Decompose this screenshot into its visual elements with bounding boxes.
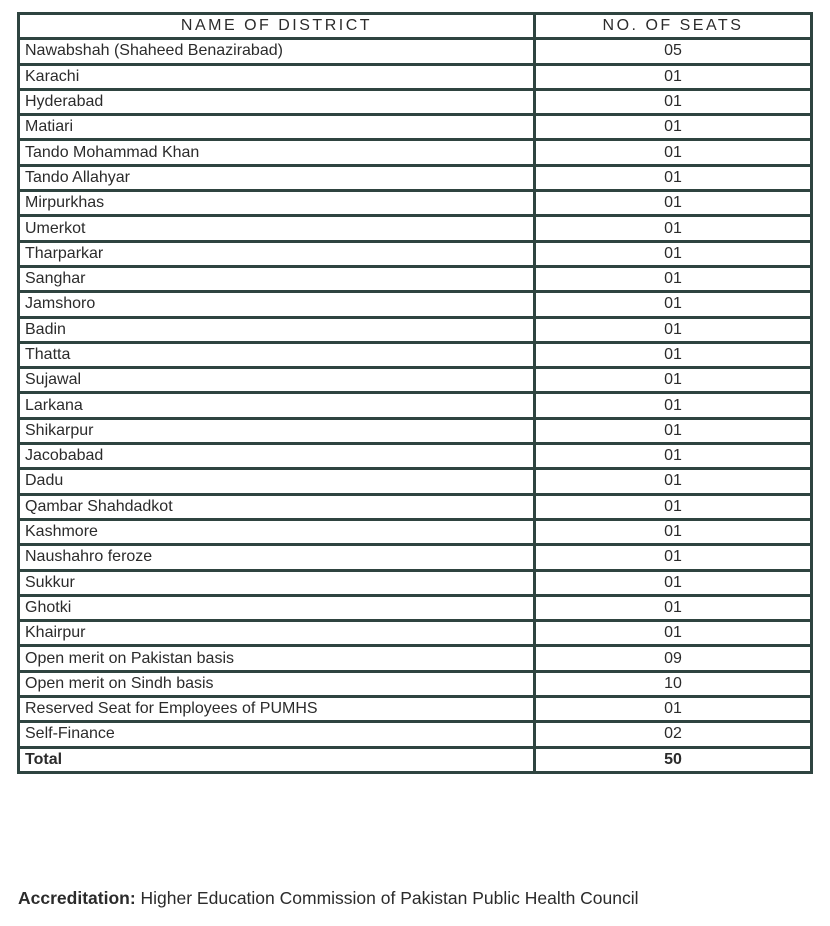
table-row — [19, 621, 812, 646]
district-name-cell: Self-Finance — [19, 722, 535, 747]
district-name-cell: Thatta — [19, 342, 535, 367]
table-row — [19, 317, 812, 342]
total-label: Total — [19, 747, 535, 772]
district-name-cell: Qambar Shahdadkot — [19, 494, 535, 519]
seat-count-cell: 01 — [534, 216, 811, 241]
seats-column-header: NO. OF SEATS — [534, 14, 811, 39]
district-name-cell: Umerkot — [19, 216, 535, 241]
seat-count-cell: 01 — [534, 519, 811, 544]
district-name-cell: Dadu — [19, 469, 535, 494]
seat-count-cell: 09 — [534, 646, 811, 671]
seat-count-cell: 01 — [534, 494, 811, 519]
district-name-cell: Sukkur — [19, 570, 535, 595]
district-name-cell: Shikarpur — [19, 418, 535, 443]
table-row — [19, 722, 812, 747]
district-name-cell: Tando Mohammad Khan — [19, 140, 535, 165]
table-row — [19, 292, 812, 317]
table-row — [19, 89, 812, 114]
district-name-cell: Badin — [19, 317, 535, 342]
district-name-cell: Jacobabad — [19, 444, 535, 469]
district-name-cell: Khairpur — [19, 621, 535, 646]
accreditation-note — [18, 886, 639, 910]
seat-count-cell: 01 — [534, 165, 811, 190]
district-name-cell: Sanghar — [19, 266, 535, 291]
seat-count-cell: 01 — [534, 191, 811, 216]
table-row — [19, 115, 812, 140]
table-row — [19, 545, 812, 570]
district-name-cell: Nawabshah (Shaheed Benazirabad) — [19, 39, 535, 64]
table-row — [19, 646, 812, 671]
seat-count-cell: 01 — [534, 621, 811, 646]
table-row — [19, 165, 812, 190]
accreditation-label: Accreditation: — [18, 888, 136, 908]
seat-count-cell: 01 — [534, 89, 811, 114]
district-name-cell: Sujawal — [19, 368, 535, 393]
accreditation-text: Higher Education Commission of Pakistan Public Health Council — [135, 888, 639, 908]
table-row — [19, 519, 812, 544]
table-row — [19, 469, 812, 494]
district-name-cell: Matiari — [19, 115, 535, 140]
seat-count-cell: 01 — [534, 266, 811, 291]
district-name-cell: Reserved Seat for Employees of PUMHS — [19, 697, 535, 722]
seats-table — [17, 12, 813, 774]
district-name-cell: Larkana — [19, 393, 535, 418]
seat-count-cell: 01 — [534, 317, 811, 342]
seat-count-cell: 10 — [534, 671, 811, 696]
seat-count-cell: 01 — [534, 342, 811, 367]
district-name-cell: Naushahro feroze — [19, 545, 535, 570]
table-row — [19, 216, 812, 241]
seat-count-cell: 01 — [534, 393, 811, 418]
seat-count-cell: 01 — [534, 418, 811, 443]
seat-count-cell: 01 — [534, 545, 811, 570]
district-name-cell: Kashmore — [19, 519, 535, 544]
district-name-cell: Ghotki — [19, 595, 535, 620]
district-name-cell: Karachi — [19, 64, 535, 89]
district-name-cell: Jamshoro — [19, 292, 535, 317]
seat-count-cell: 01 — [534, 697, 811, 722]
table-body — [19, 39, 812, 747]
table-row — [19, 368, 812, 393]
seat-count-cell: 01 — [534, 292, 811, 317]
table-row — [19, 39, 812, 64]
seat-count-cell: 01 — [534, 469, 811, 494]
district-name-cell: Open merit on Sindh basis — [19, 671, 535, 696]
seat-count-cell: 01 — [534, 140, 811, 165]
seat-count-cell: 01 — [534, 368, 811, 393]
seat-count-cell: 01 — [534, 241, 811, 266]
seat-count-cell: 01 — [534, 64, 811, 89]
table-row — [19, 494, 812, 519]
seat-count-cell: 01 — [534, 570, 811, 595]
table-row — [19, 342, 812, 367]
table-row — [19, 241, 812, 266]
seat-count-cell: 01 — [534, 595, 811, 620]
total-seats: 50 — [534, 747, 811, 772]
district-column-header: NAME OF DISTRICT — [19, 14, 535, 39]
total-row — [19, 747, 812, 772]
table-row — [19, 393, 812, 418]
table-row — [19, 418, 812, 443]
table-row — [19, 266, 812, 291]
table-header-row — [19, 14, 812, 39]
table-row — [19, 140, 812, 165]
table-row — [19, 671, 812, 696]
district-name-cell: Mirpurkhas — [19, 191, 535, 216]
table-row — [19, 697, 812, 722]
table-row — [19, 64, 812, 89]
district-name-cell: Open merit on Pakistan basis — [19, 646, 535, 671]
table-row — [19, 570, 812, 595]
table-row — [19, 191, 812, 216]
seat-count-cell: 02 — [534, 722, 811, 747]
seat-count-cell: 01 — [534, 444, 811, 469]
district-name-cell: Hyderabad — [19, 89, 535, 114]
district-name-cell: Tando Allahyar — [19, 165, 535, 190]
seat-count-cell: 01 — [534, 115, 811, 140]
table-row — [19, 444, 812, 469]
district-name-cell: Tharparkar — [19, 241, 535, 266]
seat-count-cell: 05 — [534, 39, 811, 64]
table-row — [19, 595, 812, 620]
